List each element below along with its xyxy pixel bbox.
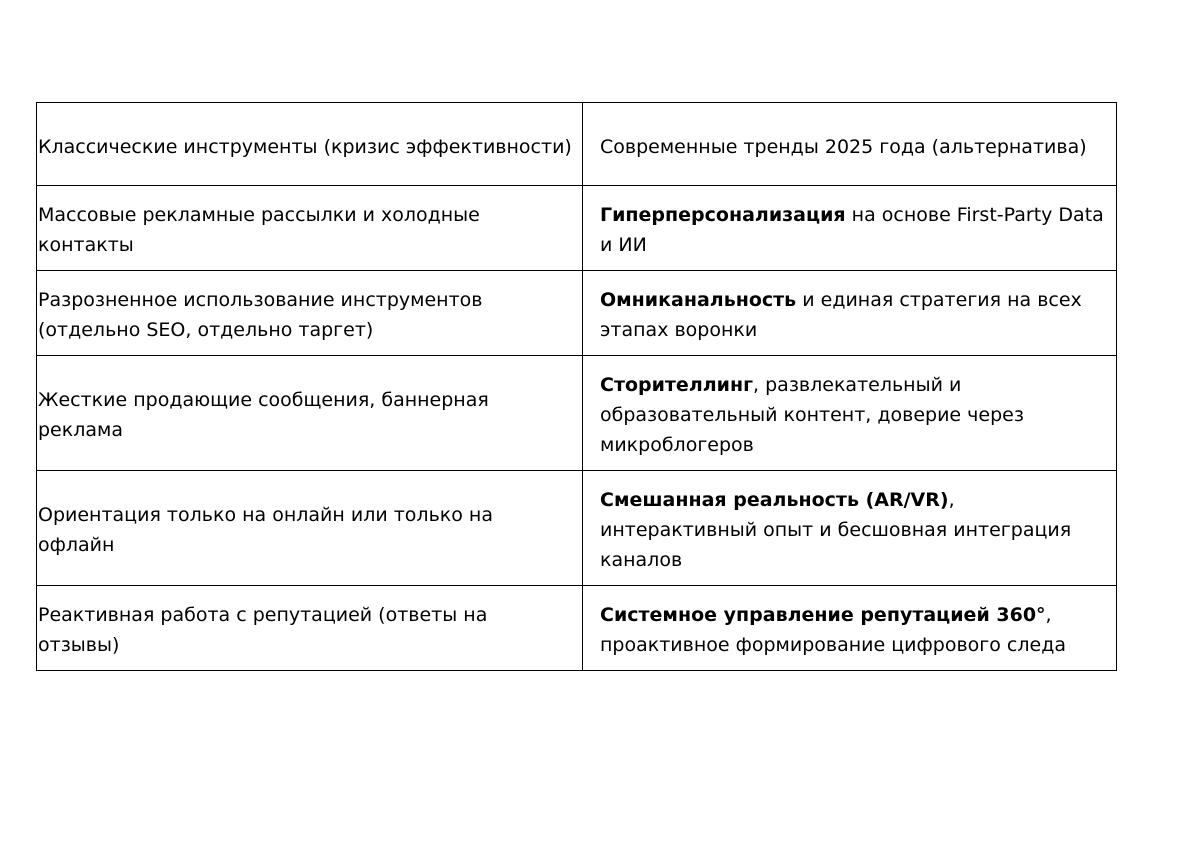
table-row <box>37 186 1117 271</box>
trend-cell <box>583 471 1117 586</box>
header-classic-tools: Классические инструменты (кризис эффективности) <box>37 103 583 186</box>
trend-highlight: Гиперперсонализация <box>600 204 846 226</box>
trend-text: , развлекательный и образовательный контент, доверие через микроблогеров <box>600 374 1024 456</box>
header-modern-trends: Современные тренды 2025 года (альтернатива) <box>583 103 1117 186</box>
trend-cell <box>583 356 1117 471</box>
trend-cell <box>583 186 1117 271</box>
classic-cell: Жесткие продающие сообщения, баннерная реклама <box>37 356 583 471</box>
table-row <box>37 586 1117 671</box>
trend-text: и единая стратегия на всех этапах воронки <box>600 289 1082 341</box>
table-header-row <box>37 103 1117 186</box>
trend-highlight: Смешанная реальность (AR/VR) <box>600 489 949 511</box>
trend-text: , проактивное формирование цифрового следа <box>600 604 1066 656</box>
classic-cell: Массовые рекламные рассылки и холодные контакты <box>37 186 583 271</box>
trend-highlight: Омниканальность <box>600 289 797 311</box>
trend-text: , интерактивный опыт и бесшовная интеграция каналов <box>600 489 1072 571</box>
trend-highlight: Сторителлинг <box>600 374 754 396</box>
table-row <box>37 471 1117 586</box>
trend-highlight: Системное управление репутацией 360° <box>600 604 1046 626</box>
comparison-table <box>36 102 1117 671</box>
trend-cell <box>583 586 1117 671</box>
classic-cell: Ориентация только на онлайн или только на офлайн <box>37 471 583 586</box>
trend-text: на основе First-Party Data и ИИ <box>600 204 1104 256</box>
trend-cell <box>583 271 1117 356</box>
table-row <box>37 356 1117 471</box>
classic-cell: Разрозненное использование инструментов (отдельно SEO, отдельно таргет) <box>37 271 583 356</box>
classic-cell: Реактивная работа с репутацией (ответы на отзывы) <box>37 586 583 671</box>
table-row <box>37 271 1117 356</box>
